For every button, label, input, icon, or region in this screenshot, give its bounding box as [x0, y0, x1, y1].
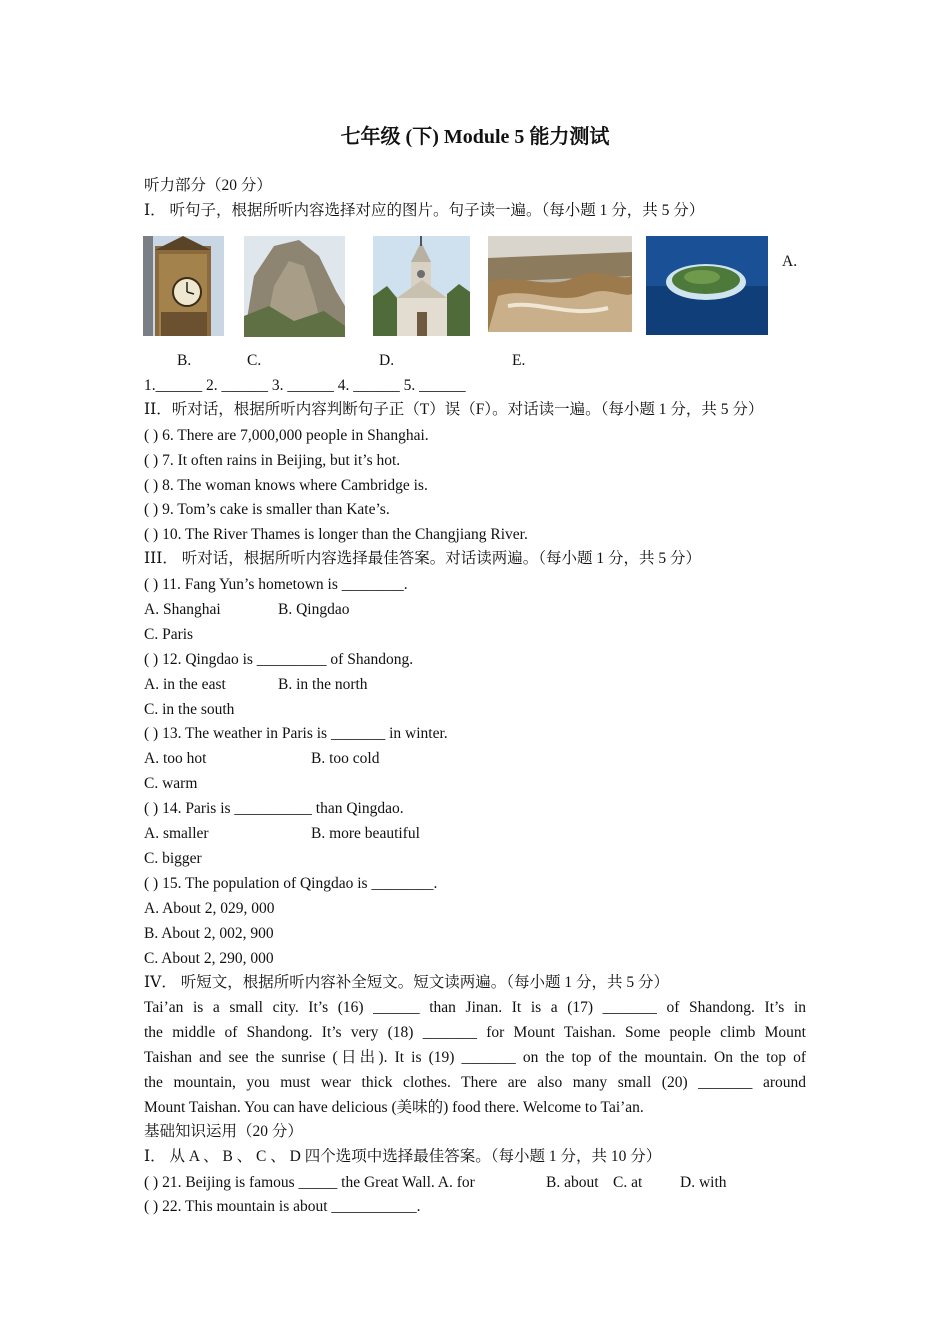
question-10: ( ) 10. The River Thames is longer than the Changjiang River. — [144, 526, 528, 543]
passage-line: Taishan and see the sunrise (日出). It is (19) _______ on the top of the mountain. On the top of — [144, 1049, 806, 1066]
option-21-b: B. about — [546, 1174, 599, 1191]
picture-label-c: C. — [247, 352, 262, 369]
option-14-a: A. smaller — [144, 825, 209, 842]
question-8: ( ) 8. The woman knows where Cambridge is. — [144, 477, 428, 494]
big-ben-photo — [143, 236, 224, 336]
option-12-c: C. in the south — [144, 701, 235, 718]
waterfall-photo — [488, 236, 632, 332]
passage-line: the middle of Shandong. It’s very (18) _______ for Mount Taishan. Some people climb Mount — [144, 1024, 806, 1041]
listening-header: 听力部分（20 分） — [144, 177, 272, 194]
option-11-b: B. Qingdao — [278, 601, 350, 618]
question-15: ( ) 15. The population of Qingdao is ________. — [144, 875, 438, 892]
part2-instruction: ⅠⅠ．听对话，根据所听内容判断句子正（T）误（F）。对话读一遍。（每小题 1 分，共 5 分） — [144, 401, 764, 418]
option-12-a: A. in the east — [144, 676, 226, 693]
basics-part1-instruction: Ⅰ． 从 A 、 B 、 C 、 D 四个选项中选择最佳答案。（每小题 1 分，共 10 分） — [144, 1148, 662, 1165]
page-title: 七年级 (下) Module 5 能力测试 — [340, 126, 610, 148]
question-14: ( ) 14. Paris is __________ than Qingdao. — [144, 800, 404, 817]
option-11-a: A. Shanghai — [144, 601, 221, 618]
question-22: ( ) 22. This mountain is about ___________. — [144, 1198, 421, 1215]
question-6: ( ) 6. There are 7,000,000 people in Shanghai. — [144, 427, 429, 444]
passage-line: Mount Taishan. You can have delicious (美味的) food there. Welcome to Tai’an. — [144, 1099, 644, 1116]
option-14-b: B. more beautiful — [311, 825, 420, 842]
option-21-d: D. with — [680, 1174, 727, 1191]
part1-answer-blanks: 1.______ 2. ______ 3. ______ 4. ______ 5. ______ — [144, 377, 466, 394]
option-13-c: C. warm — [144, 775, 198, 792]
option-15-b: B. About 2, 002, 900 — [144, 925, 274, 942]
question-9: ( ) 9. Tom’s cake is smaller than Kate’s. — [144, 501, 390, 518]
option-14-c: C. bigger — [144, 850, 202, 867]
picture-label-d: D. — [379, 352, 395, 369]
option-12-b: B. in the north — [278, 676, 368, 693]
option-13-a: A. too hot — [144, 750, 207, 767]
option-11-c: C. Paris — [144, 626, 194, 643]
part1-instruction: Ⅰ． 听句子，根据所听内容选择对应的图片。句子读一遍。（每小题 1 分，共 5 分） — [144, 202, 705, 219]
basics-header: 基础知识运用（20 分） — [144, 1123, 303, 1140]
question-13: ( ) 13. The weather in Paris is _______ in winter. — [144, 725, 448, 742]
picture-label-b: B. — [177, 352, 192, 369]
passage-line: the mountain, you must wear thick clothes. There are also many small (20) _______ around — [144, 1074, 806, 1091]
question-7: ( ) 7. It often rains in Beijing, but it’s hot. — [144, 452, 401, 469]
option-21-c: C. at — [613, 1174, 643, 1191]
option-15-a: A. About 2, 029, 000 — [144, 900, 275, 917]
question-11: ( ) 11. Fang Yun’s hometown is ________. — [144, 576, 408, 593]
picture-label-a: A. — [782, 253, 798, 270]
part3-instruction: ⅠⅠⅠ． 听对话，根据所听内容选择最佳答案。对话读两遍。（每小题 1 分，共 5 分） — [144, 550, 701, 567]
question-12: ( ) 12. Qingdao is _________ of Shandong. — [144, 651, 414, 668]
option-15-c: C. About 2, 290, 000 — [144, 950, 274, 967]
part4-instruction: ⅠⅤ． 听短文，根据所听内容补全短文。短文读两遍。（每小题 1 分，共 5 分） — [144, 974, 669, 991]
option-13-b: B. too cold — [311, 750, 380, 767]
mountain-photo — [244, 236, 345, 337]
picture-label-e: E. — [512, 352, 526, 369]
island-photo — [646, 236, 768, 335]
question-21: ( ) 21. Beijing is famous _____ the Great Wall. A. for — [144, 1174, 475, 1191]
church-photo — [373, 236, 470, 336]
passage-line: Tai’an is a small city. It’s (16) ______ than Jinan. It is a (17) _______ of Shandong. It’s in — [144, 999, 806, 1016]
